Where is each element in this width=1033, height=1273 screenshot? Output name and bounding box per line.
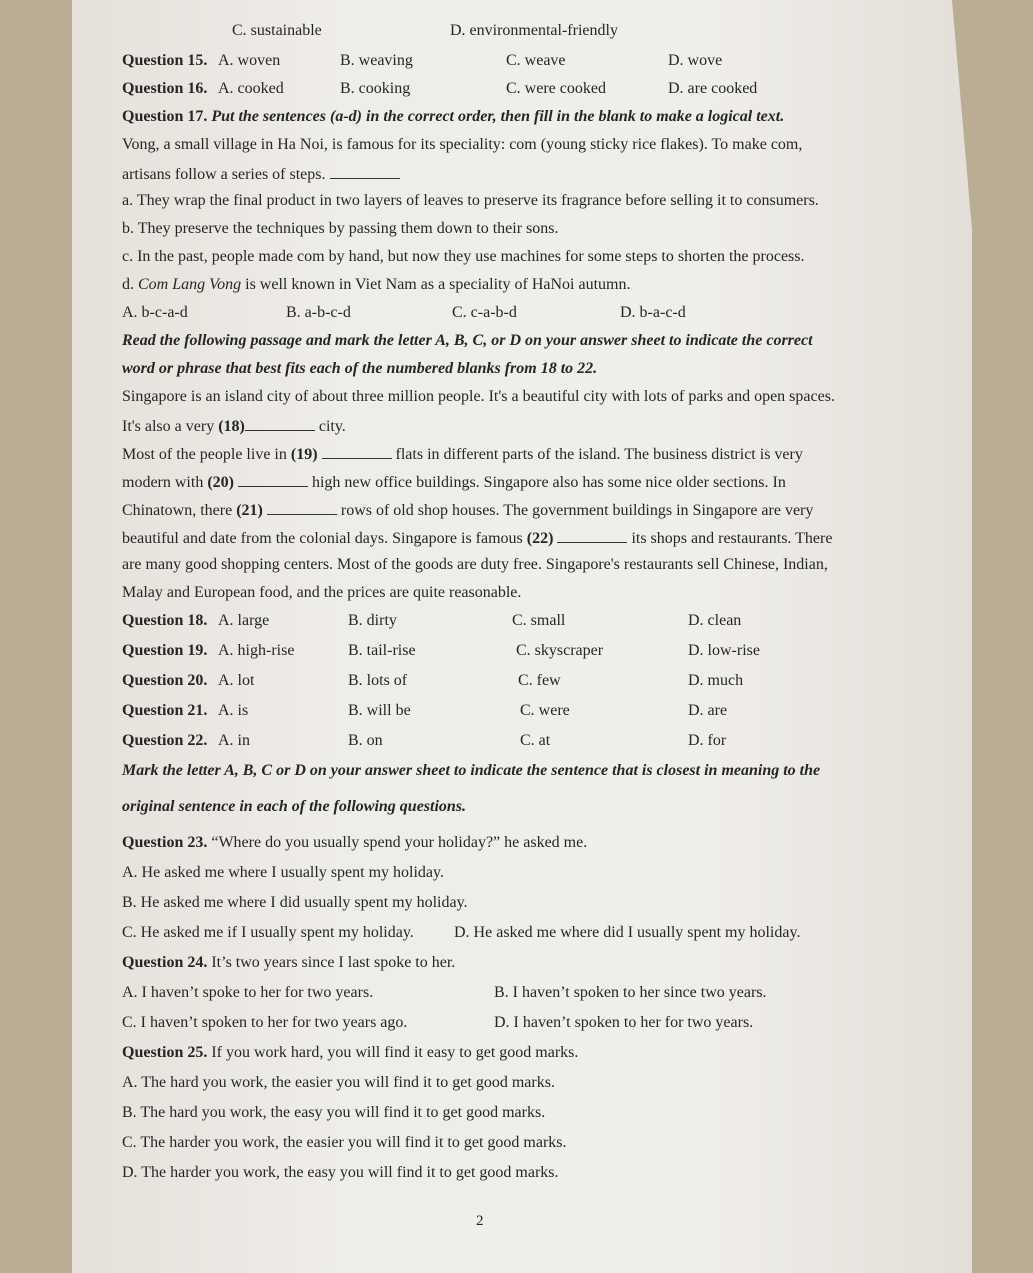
option-a: A. is	[218, 702, 249, 719]
option-c: C. few	[518, 672, 561, 689]
option-a: A. cooked	[218, 80, 284, 97]
dish-name: Com Lang Vong	[138, 276, 242, 293]
option-b: B. dirty	[348, 612, 397, 629]
option-c: C. weave	[506, 52, 566, 69]
option-c: C. He asked me if I usually spent my holiday.	[122, 924, 414, 941]
option-c: C. I haven’t spoken to her for two years ago.	[122, 1014, 408, 1031]
question-18	[122, 612, 912, 642]
option-c: C. at	[520, 732, 551, 749]
passage-line: Most of the people live in (19) flats in different parts of the island. The business district is very	[122, 446, 803, 463]
passage-line: beautiful and date from the colonial days. Singapore is famous (22) its shops and restaurants. There	[122, 530, 833, 547]
question-label: Question 23.	[122, 834, 208, 851]
option-a: A. large	[218, 612, 270, 629]
option-d: D. clean	[688, 612, 742, 629]
option-b: B. cooking	[340, 80, 411, 97]
option-d: D. b-a-c-d	[620, 304, 686, 321]
answer-blank	[267, 500, 337, 515]
passage-line: Singapore is an island city of about three million people. It's a beautiful city with lots of parks and open spaces.	[122, 388, 835, 405]
answer-blank	[557, 528, 627, 543]
question-17-header	[122, 108, 912, 136]
option-d: D. much	[688, 672, 744, 689]
q17-text-line: artisans follow a series of steps.	[122, 164, 912, 192]
option-c: C. c-a-b-d	[452, 304, 517, 321]
q17-sentence-b: b. They preserve the techniques by passing them down to their sons.	[122, 220, 559, 237]
option-a: A. high-rise	[218, 642, 295, 659]
option-a: A. lot	[218, 672, 255, 689]
question-15	[122, 52, 912, 80]
answer-blank	[245, 416, 315, 431]
option-a: A. b-c-a-d	[122, 304, 188, 321]
passage-line: Chinatown, there (21) rows of old shop houses. The government buildings in Singapore are very	[122, 502, 814, 519]
q24-options-ab	[122, 984, 912, 1014]
answer-blank	[322, 444, 392, 459]
q24-options-cd	[122, 1014, 912, 1044]
option-b: B. on	[348, 732, 383, 749]
question-22	[122, 732, 912, 762]
option-d: D. for	[688, 732, 727, 749]
question-label: Question 16.	[122, 80, 208, 97]
question-label: Question 21.	[122, 702, 208, 719]
question-instruction: Put the sentences (a-d) in the correct order, then fill in the blank to make a logical text.	[211, 108, 785, 125]
question-23-stem: Question 23. “Where do you usually spend your holiday?” he asked me.	[122, 834, 588, 851]
option-a: A. The hard you work, the easier you will find it to get good marks.	[122, 1074, 555, 1091]
option-b: B. weaving	[340, 52, 413, 69]
option-d: D. He asked me where did I usually spent my holiday.	[454, 924, 801, 941]
q14-options	[122, 22, 912, 52]
reading-instruction: Read the following passage and mark the letter A, B, C, or D on your answer sheet to indicate the correct	[122, 332, 813, 349]
question-label: Question 17.	[122, 108, 208, 125]
option-b: B. He asked me where I did usually spent my holiday.	[122, 894, 468, 911]
question-25-stem: Question 25. If you work hard, you will find it easy to get good marks.	[122, 1044, 579, 1061]
option-d: D. are	[688, 702, 728, 719]
option-a: A. woven	[218, 52, 281, 69]
option-b: B. I haven’t spoken to her since two years.	[494, 984, 767, 1001]
passage-line: modern with (20) high new office buildings. Singapore also has some nice older sections. In	[122, 474, 786, 491]
option-d: D. are cooked	[668, 80, 758, 97]
q17-sentence-a: a. They wrap the final product in two layers of leaves to preserve its fragrance before selling it to consumers.	[122, 192, 819, 209]
page-number: 2	[476, 1213, 484, 1229]
passage-line: It's also a very (18) city.	[122, 418, 346, 435]
meaning-instruction: Mark the letter A, B, C or D on your answer sheet to indicate the sentence that is closest in meaning to the	[122, 762, 821, 779]
q17-text-line: Vong, a small village in Ha Noi, is famous for its speciality: com (young sticky rice flakes). To make com,	[122, 136, 803, 153]
option-d: D. I haven’t spoken to her for two years.	[494, 1014, 754, 1031]
q17-sentence-d: d. Com Lang Vong is well known in Viet Nam as a speciality of HaNoi autumn.	[122, 276, 631, 293]
question-label: Question 18.	[122, 612, 208, 629]
answer-blank	[238, 472, 308, 487]
option-d: D. low-rise	[688, 642, 760, 659]
question-label: Question 22.	[122, 732, 208, 749]
question-label: Question 25.	[122, 1044, 208, 1061]
question-21	[122, 702, 912, 732]
worksheet-content	[122, 22, 912, 1194]
answer-blank	[330, 164, 400, 179]
option-b: B. will be	[348, 702, 411, 719]
option-c: C. sustainable	[232, 22, 322, 39]
question-19	[122, 642, 912, 672]
question-24-stem: Question 24. It’s two years since I last spoke to her.	[122, 954, 456, 971]
question-16	[122, 80, 912, 108]
option-d: D. The harder you work, the easy you will find it to get good marks.	[122, 1164, 559, 1181]
question-label: Question 20.	[122, 672, 208, 689]
option-a: A. in	[218, 732, 250, 749]
q17-options	[122, 304, 912, 332]
question-20	[122, 672, 912, 702]
option-d: D. wove	[668, 52, 723, 69]
option-c: C. skyscraper	[516, 642, 604, 659]
option-d: D. environmental-friendly	[450, 22, 618, 39]
option-a: A. I haven’t spoke to her for two years.	[122, 984, 374, 1001]
option-b: B. The hard you work, the easy you will find it to get good marks.	[122, 1104, 546, 1121]
reading-instruction: word or phrase that best fits each of the numbered blanks from 18 to 22.	[122, 360, 598, 377]
option-c: C. were	[520, 702, 570, 719]
q17-sentence-c: c. In the past, people made com by hand, but now they use machines for some steps to shorten the process.	[122, 248, 805, 265]
option-c: C. were cooked	[506, 80, 606, 97]
question-label: Question 24.	[122, 954, 208, 971]
option-b: B. a-b-c-d	[286, 304, 351, 321]
option-c: C. small	[512, 612, 566, 629]
option-a: A. He asked me where I usually spent my holiday.	[122, 864, 444, 881]
question-label: Question 15.	[122, 52, 208, 69]
passage-line: Malay and European food, and the prices are quite reasonable.	[122, 584, 522, 601]
option-b: B. lots of	[348, 672, 408, 689]
q23-options-cd	[122, 924, 912, 954]
option-c: C. The harder you work, the easier you will find it to get good marks.	[122, 1134, 567, 1151]
question-label: Question 19.	[122, 642, 208, 659]
passage-line: are many good shopping centers. Most of the goods are duty free. Singapore's restaurants sell Chinese, Indian,	[122, 556, 828, 573]
meaning-instruction: original sentence in each of the following questions.	[122, 798, 467, 815]
option-b: B. tail-rise	[348, 642, 416, 659]
